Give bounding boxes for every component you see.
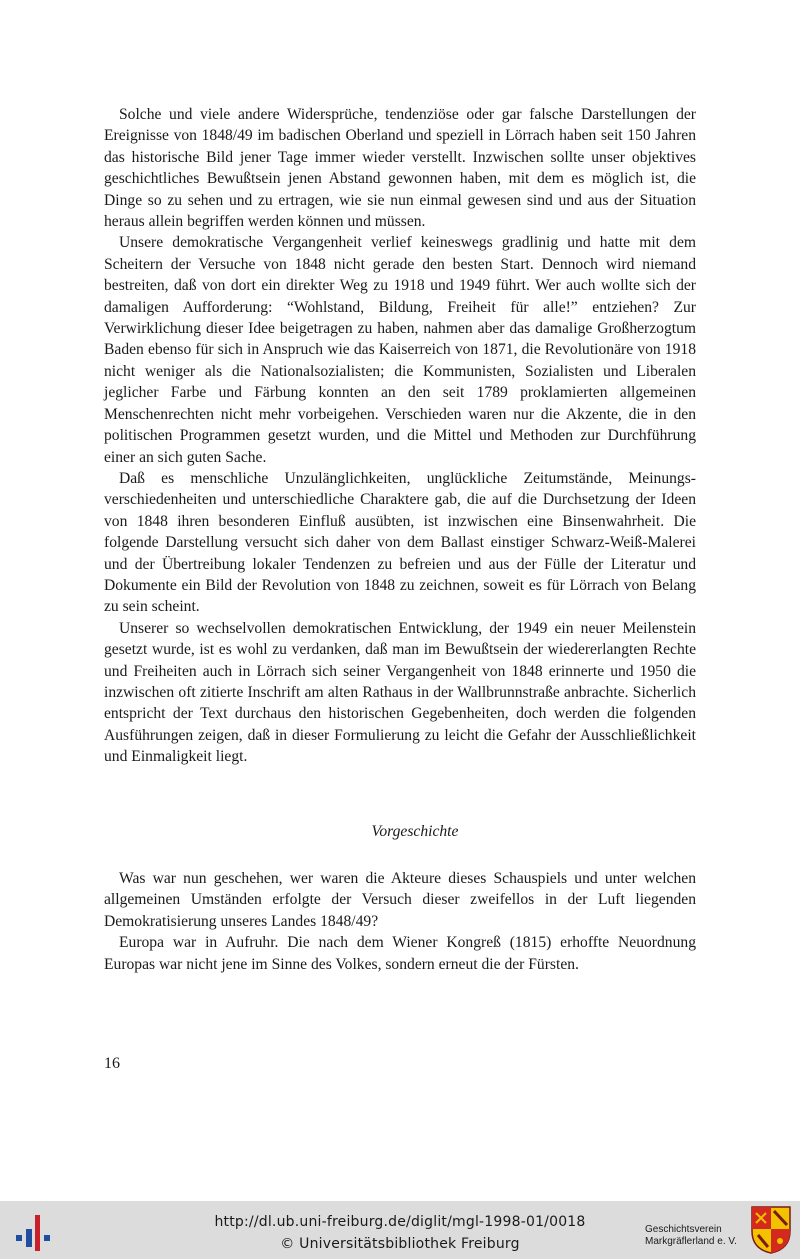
paragraph: Unsere demokratische Vergangenheit verlief keineswegs gradlinig und hatte mit dem Scheitern der Versuche von 1848 nicht gerade den besten Start. Dennoch wird niemand bestreiten, daß von dort ein direkter Weg zu 1918 und 1949 führt. Wer auch wollte sich der damaligen Aufforderung: “Wohlstand, Bildung, Freiheit für alle!” entziehen? Zur Verwirklichung dieser Idee beigetragen zu haben, nahmen aber das damalige Großherzogtum Baden ebenso für sich in Anspruch wie das Kaiserreich von 1871, die Revolutionäre von 1918 nicht weniger als die Nationalsozialisten; die Kommunisten, Sozialisten und Liberalen jeglicher Farbe und Färbung konnten an den seit 1789 proklamierten allgemeinen Menschenrechten nicht mehr vorbeigehen. Verschieden waren nur die Akzente, die in den politischen Programmen gesetzt wurden, und die Mittel und Methoden zur Durchführung einer an sich guten Sache. xyxy=(104,234,696,466)
coat-of-arms-icon xyxy=(750,1205,792,1255)
page-number: 16 xyxy=(104,1055,120,1072)
paragraph: Daß es menschliche Unzulänglichkeiten, unglückliche Zeitumstände, Meinungsverschiedenheiten und unterschiedliche Charaktere gab, die auf die Durchsetzung der Ideen von 1848 ihren besonderen Einfluß ausübten, ist inzwischen eine Binsenwahrheit. Die folgende Darstellung versucht sich daher von dem Ballast einstiger Schwarz-Weiß-Malerei und der Übertreibung lokaler Tendenzen zu befreien und aus der Fülle der Literatur und Dokumente ein Bild der Revolution von 1848 zu zeichnen, soweit es für Lörrach von Belang zu sein scheint. xyxy=(104,469,696,616)
body-text xyxy=(104,104,696,975)
section-heading: Vorgeschichte xyxy=(371,822,459,840)
org-name-line2: Markgräflerland e. V. xyxy=(645,1236,737,1247)
paragraph: Europa war in Aufruhr. Die nach dem Wiener Kongreß (1815) erhoffte Neuordnung Europas war nicht jene im Sinne des Volkes, sondern erneut die der Fürsten. xyxy=(104,934,696,973)
footer-bar xyxy=(0,1201,800,1259)
footer-url-link[interactable]: http://dl.ub.uni-freiburg.de/diglit/mgl-1998-01/0018 xyxy=(214,1214,586,1230)
footer-copyright: © Universitätsbibliothek Freiburg xyxy=(280,1236,520,1252)
paragraph: Solche und viele andere Widersprüche, tendenziöse oder gar falsche Darstellungen der Ereignisse von 1848/49 im badischen Oberland und speziell in Lörrach haben seit 150 Jahren das historische Bild jener Tage immer wieder verstellt. Inzwischen sollte unser objektives geschichtliches Bewußtsein jenen Abstand gewonnen haben, mit dem es möglich ist, die Dinge so zu sehen und zu ertragen, wie sie nun einmal gewesen sind und aus der Situation heraus allein begriffen werden können und müssen. xyxy=(104,106,696,231)
paragraph: Unserer so wechselvollen demokratischen Entwicklung, der 1949 ein neuer Meilenstein gesetzt wurde, ist es wohl zu verdanken, daß man im Bewußtsein der wiedererlangten Rechte und Freiheiten auch in Lörrach sich seiner Vergangenheit von 1848 erinnerte und 1950 die inzwischen oft zitierte Inschrift am alten Rathaus in der Wallbrunnstraße anbrachte. Sicherlich entspricht der Text durchaus den historischen Gegebenheiten, doch werden die folgenden Ausführungen zeigen, daß in dieser Formulierung zu leicht die Gefahr der Ausschließlichkeit und Einmaligkeit liegt. xyxy=(104,619,696,766)
paragraph: Was war nun geschehen, wer waren die Akteure dieses Schauspiels und unter welchen allgemeinen Umständen erfolgte der Versuch dieser zweifellos in der Luft liegenden Demokratisierung unseres Landes 1848/49? xyxy=(104,870,696,930)
org-name-line1: Geschichtsverein xyxy=(645,1224,722,1235)
footer-organization xyxy=(645,1224,737,1248)
